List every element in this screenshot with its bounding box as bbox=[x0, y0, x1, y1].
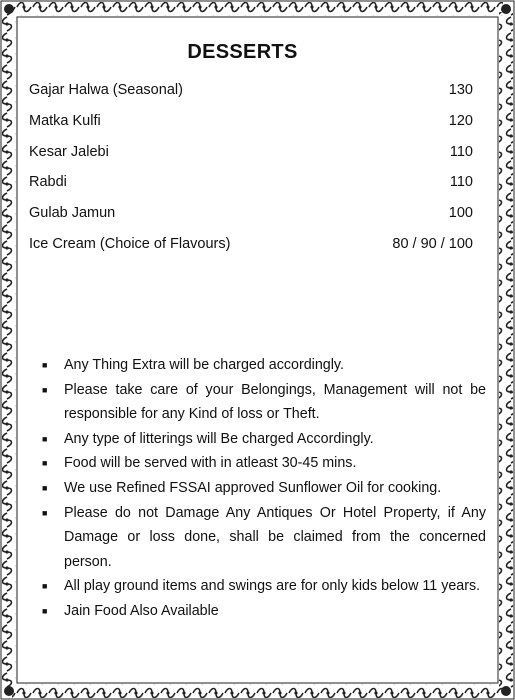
list-item bbox=[42, 501, 486, 575]
menu-item bbox=[29, 172, 473, 203]
menu-item bbox=[29, 111, 473, 142]
square-bullet-icon: ■ bbox=[42, 581, 48, 592]
dessert-menu-list bbox=[29, 80, 473, 265]
square-bullet-icon: ■ bbox=[42, 507, 48, 518]
menu-item bbox=[29, 234, 473, 265]
menu-item-name: Gulab Jamun bbox=[29, 205, 116, 222]
list-item bbox=[42, 451, 486, 476]
menu-item-name: Matka Kulfi bbox=[29, 112, 101, 129]
list-item bbox=[42, 574, 486, 599]
note-text: Any type of litterings will Be charged Accordingly. bbox=[64, 430, 374, 447]
menu-item-price: 80 / 90 / 100 bbox=[392, 235, 473, 252]
menu-item-price: 120 bbox=[448, 112, 473, 129]
menu-item bbox=[29, 203, 473, 234]
square-bullet-icon: ■ bbox=[42, 384, 48, 395]
policy-notes-list bbox=[42, 353, 486, 624]
note-text: Please take care of your Belongings, Management will not be responsible for any Kind of loss or Theft. bbox=[64, 381, 486, 423]
menu-item-name: Gajar Halwa (Seasonal) bbox=[29, 82, 183, 98]
note-text: Food will be served with in atleast 30-45 mins. bbox=[64, 455, 357, 472]
list-item bbox=[42, 353, 486, 378]
square-bullet-icon: ■ bbox=[42, 360, 48, 370]
note-text: Jain Food Also Available bbox=[64, 602, 219, 619]
list-item bbox=[42, 378, 486, 427]
page-title-text: DESSERTS bbox=[187, 41, 298, 63]
menu-item-name: Kesar Jalebi bbox=[29, 143, 109, 160]
list-item bbox=[42, 427, 486, 452]
square-bullet-icon: ■ bbox=[42, 482, 48, 493]
square-bullet-icon: ■ bbox=[42, 433, 48, 444]
menu-item-price: 130 bbox=[448, 82, 473, 98]
note-text: All play ground items and swings are for only kids below 11 years. bbox=[64, 578, 481, 595]
page-title bbox=[0, 41, 515, 64]
menu-item-name: Rabdi bbox=[29, 174, 67, 191]
menu-item-price: 110 bbox=[449, 143, 473, 160]
menu-item bbox=[29, 142, 473, 173]
square-bullet-icon: ■ bbox=[42, 458, 48, 469]
menu-item bbox=[29, 80, 473, 111]
note-text: Please do not Damage Any Antiques Or Hotel Property, if Any Damage or loss done, shall be claimed from the concerned person. bbox=[64, 504, 486, 570]
menu-item-price: 100 bbox=[448, 205, 473, 222]
list-item bbox=[42, 476, 486, 501]
note-text: Any Thing Extra will be charged accordingly. bbox=[64, 357, 344, 373]
menu-item-name: Ice Cream (Choice of Flavours) bbox=[29, 235, 231, 252]
note-text: We use Refined FSSAI approved Sunflower Oil for cooking. bbox=[64, 479, 442, 496]
square-bullet-icon: ■ bbox=[42, 605, 48, 616]
list-item bbox=[42, 599, 486, 624]
menu-item-price: 110 bbox=[449, 174, 473, 191]
